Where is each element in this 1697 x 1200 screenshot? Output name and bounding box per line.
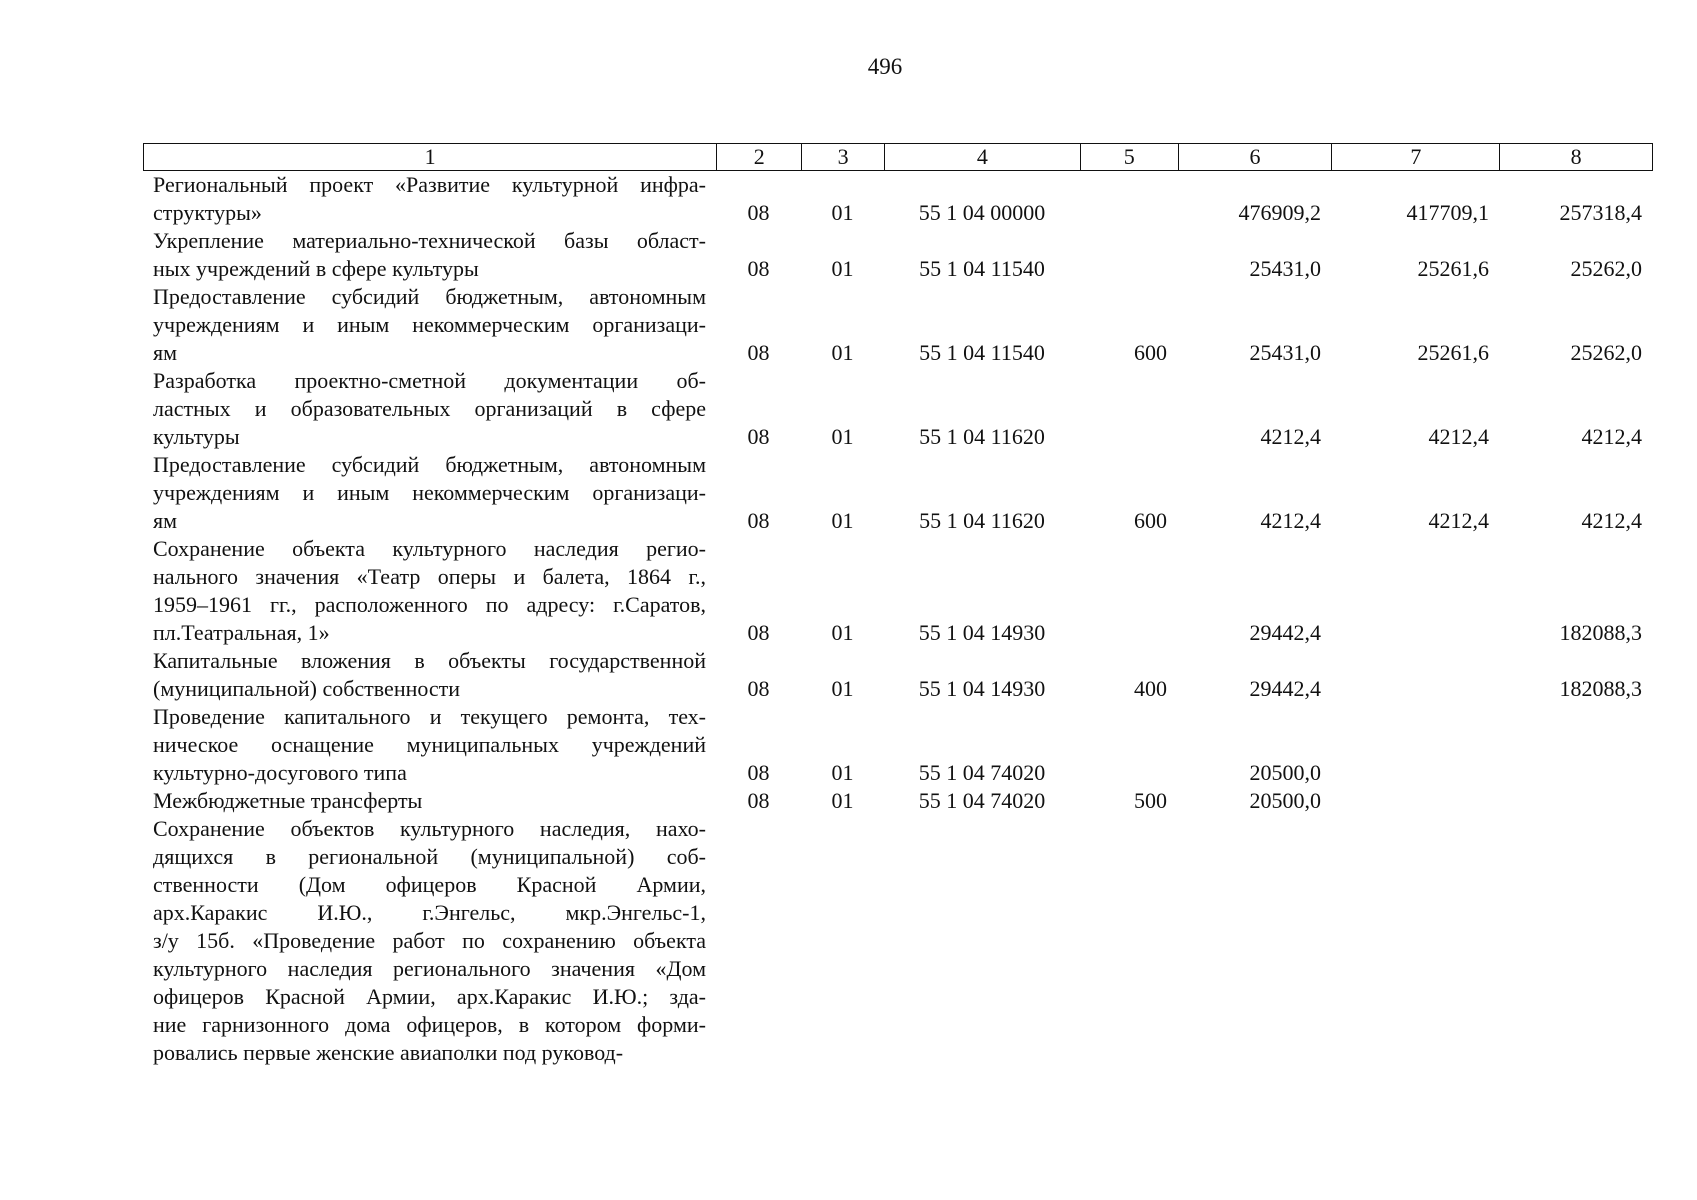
cell-col-3: 01 (831, 760, 854, 785)
row-name-line: ственности (Дом офицеров Красной Армии, (153, 872, 706, 897)
cell-col-7: 25261,6 (1417, 340, 1489, 365)
cell-col-6: 4212,4 (1260, 508, 1321, 533)
row-name-line: ластных и образовательных организаций в сфере (153, 396, 706, 421)
table-row (143, 787, 1653, 815)
row-name-line: Сохранение объекта культурного наследия регио- (153, 536, 706, 561)
row-name-cell (143, 227, 716, 283)
cell-col-6: 29442,4 (1249, 620, 1321, 645)
cell-col-3: 01 (831, 340, 854, 365)
cell-col-4: 55 1 04 11540 (919, 256, 1045, 281)
header-col-3: 3 (801, 144, 884, 170)
row-name-line: ям (153, 508, 178, 533)
row-name-line: Межбюджетные трансферты (153, 788, 423, 813)
cell-col-8: 182088,3 (1559, 620, 1642, 645)
row-name-line: арх.Каракис И.Ю., г.Энгельс, мкр.Энгельс-1, (153, 900, 706, 925)
row-name-line: (муниципальной) собственности (153, 676, 461, 701)
cell-col-4: 55 1 04 11620 (919, 508, 1045, 533)
cell-col-3: 01 (831, 620, 854, 645)
row-name-line: дящихся в региональной (муниципальной) соб- (153, 844, 706, 869)
cell-col-7: 25261,6 (1417, 256, 1489, 281)
cell-col-3: 01 (831, 508, 854, 533)
cell-col-7: 4212,4 (1428, 424, 1489, 449)
table-row (143, 535, 1653, 647)
row-name-line: культуры (153, 424, 240, 449)
cell-col-8: 4212,4 (1581, 508, 1642, 533)
cell-col-5: 600 (1134, 340, 1167, 365)
table-row (143, 171, 1653, 227)
header-col-2: 2 (716, 144, 801, 170)
row-name-line: структуры» (153, 200, 262, 225)
cell-col-2: 08 (747, 340, 770, 365)
header-col-7: 7 (1331, 144, 1499, 170)
row-name-cell (143, 647, 716, 703)
table-row (143, 815, 1653, 1067)
cell-col-2: 08 (747, 788, 770, 813)
row-name-line: офицеров Красной Армии, арх.Каракис И.Ю.; зда- (153, 984, 706, 1009)
cell-col-2: 08 (747, 508, 770, 533)
row-name-cell (143, 367, 716, 451)
cell-col-6: 476909,2 (1238, 200, 1321, 225)
row-name-line: ных учреждений в сфере культуры (153, 256, 479, 281)
cell-col-7: 417709,1 (1406, 200, 1489, 225)
cell-col-6: 25431,0 (1249, 340, 1321, 365)
cell-col-3: 01 (831, 676, 854, 701)
row-name-cell (143, 535, 716, 647)
cell-col-6: 29442,4 (1249, 676, 1321, 701)
row-name-line: ям (153, 340, 178, 365)
header-col-5: 5 (1080, 144, 1178, 170)
header-col-1: 1 (424, 144, 436, 169)
cell-col-2: 08 (747, 620, 770, 645)
table-row (143, 367, 1653, 451)
cell-col-6: 25431,0 (1249, 256, 1321, 281)
row-name-line: Предоставление субсидий бюджетным, автономным (153, 284, 706, 309)
row-name-line: Региональный проект «Развитие культурной инфра- (153, 172, 706, 197)
row-name-line: Капитальные вложения в объекты государственной (153, 648, 706, 673)
row-name-line: ническое оснащение муниципальных учреждений (153, 732, 706, 757)
table-row (143, 283, 1653, 367)
row-name-cell (143, 787, 716, 815)
budget-table (143, 143, 1653, 1067)
cell-col-5: 500 (1134, 788, 1167, 813)
cell-col-4: 55 1 04 74020 (918, 760, 1046, 785)
row-name-line: Сохранение объектов культурного наследия, нахо- (153, 816, 706, 841)
header-col-8: 8 (1499, 144, 1652, 170)
row-name-line: Укрепление материально-технической базы област- (153, 228, 706, 253)
cell-col-6: 20500,0 (1249, 760, 1321, 785)
cell-col-8: 257318,4 (1559, 200, 1642, 225)
table-body (143, 171, 1653, 1067)
row-name-line: культурного наследия регионального значения «Дом (153, 956, 706, 981)
row-name-line: ровались первые женские авиаполки под руковод- (153, 1040, 624, 1065)
row-name-cell (143, 283, 716, 367)
table-row (143, 227, 1653, 283)
cell-col-3: 01 (831, 256, 854, 281)
row-name-cell (143, 171, 716, 227)
cell-col-2: 08 (747, 256, 770, 281)
cell-col-5: 400 (1134, 676, 1167, 701)
cell-col-4: 55 1 04 74020 (918, 788, 1046, 813)
header-col-6: 6 (1178, 144, 1332, 170)
row-name-line: Разработка проектно-сметной документации об- (153, 368, 706, 393)
cell-col-5: 600 (1134, 508, 1167, 533)
row-name-line: з/у 15б. «Проведение работ по сохранению объекта (153, 928, 706, 953)
row-name-line: учреждениям и иным некоммерческим организаци- (153, 480, 706, 505)
row-name-line: нального значения «Театр оперы и балета, 1864 г., (153, 564, 706, 589)
row-name-line: Предоставление субсидий бюджетным, автономным (153, 452, 706, 477)
cell-col-6: 4212,4 (1260, 424, 1321, 449)
row-name-cell (143, 703, 716, 787)
cell-col-2: 08 (747, 200, 770, 225)
cell-col-3: 01 (831, 200, 854, 225)
cell-col-8: 182088,3 (1559, 676, 1642, 701)
row-name-line: пл.Театральная, 1» (153, 620, 330, 645)
row-name-line: ние гарнизонного дома офицеров, в котором форми- (153, 1012, 706, 1037)
cell-col-8: 25262,0 (1570, 256, 1642, 281)
cell-col-3: 01 (831, 788, 854, 813)
row-name-line: 1959–1961 гг., расположенного по адресу: г.Саратов, (153, 592, 706, 617)
cell-col-4: 55 1 04 00000 (918, 200, 1046, 225)
page-number: 496 (867, 54, 903, 79)
table-row (143, 703, 1653, 787)
table-header-row (143, 143, 1653, 171)
header-col-4: 4 (884, 144, 1080, 170)
row-name-cell (143, 815, 716, 1067)
cell-col-8: 25262,0 (1570, 340, 1642, 365)
cell-col-4: 55 1 04 14930 (918, 620, 1046, 645)
cell-col-6: 20500,0 (1249, 788, 1321, 813)
table-row (143, 451, 1653, 535)
row-name-line: учреждениям и иным некоммерческим организаци- (153, 312, 706, 337)
cell-col-4: 55 1 04 11620 (919, 424, 1045, 449)
table-row (143, 647, 1653, 703)
cell-col-4: 55 1 04 14930 (918, 676, 1046, 701)
cell-col-3: 01 (831, 424, 854, 449)
cell-col-2: 08 (747, 424, 770, 449)
cell-col-4: 55 1 04 11540 (919, 340, 1045, 365)
row-name-line: Проведение капитального и текущего ремонта, тех- (153, 704, 706, 729)
row-name-line: культурно-досугового типа (153, 760, 407, 785)
cell-col-2: 08 (747, 760, 770, 785)
row-name-cell (143, 451, 716, 535)
cell-col-7: 4212,4 (1428, 508, 1489, 533)
cell-col-8: 4212,4 (1581, 424, 1642, 449)
cell-col-2: 08 (747, 676, 770, 701)
